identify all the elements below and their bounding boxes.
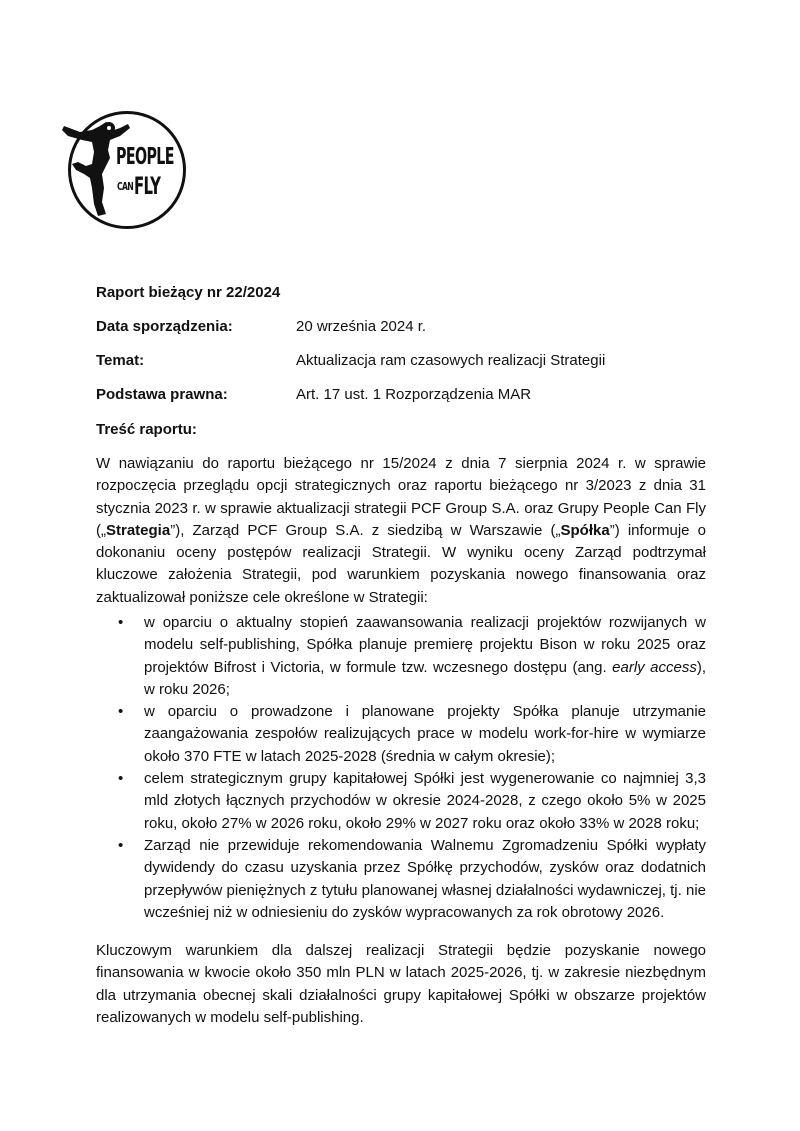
bullet-icon: • — [118, 703, 124, 721]
meta-value: Art. 17 ust. 1 Rozporządzenia MAR — [296, 386, 532, 403]
intro-paragraph — [96, 453, 706, 609]
list-item-text: celem strategicznym grupy kapitałowej Spółki jest wygenerowanie co najmniej 3,3 mld złotych łącznych przychodów w okresie 2024-2028, z czego około 5% w 2025 roku, około 27% w 2026 roku, około 29% w 2027 roku oraz około 33% w 2028 roku; — [144, 770, 706, 832]
meta-label: Temat: — [96, 352, 145, 369]
report-title: Raport bieżący nr 22/2024 — [96, 284, 281, 301]
list-item-italic: early access — [612, 658, 697, 676]
logo-text-fly: FLY — [134, 172, 161, 200]
meta-value: 20 września 2024 r. — [296, 318, 427, 335]
list-item — [96, 701, 706, 768]
list-item — [96, 835, 706, 924]
logo-text-people: PEOPLE — [116, 144, 174, 170]
bullet-icon: • — [118, 770, 124, 788]
closing-paragraph: Kluczowym warunkiem dla dalszej realizacji Strategii będzie pozyskanie nowego finansowania w kwocie około 350 mln PLN w latach 2025-2026, tj. w zakresie niezbędnym dla utrzymania obecnej skali działalności grupy kapitałowej Spółki w obszarze projektów realizowanych w modelu self-publishing. — [96, 942, 706, 1026]
people-can-fly-logo — [62, 106, 194, 226]
intro-text: ”), Zarząd PCF Group S.A. z siedzibą w Warszawie („ — [170, 521, 561, 539]
list-item — [96, 768, 706, 835]
list-item-text: ), w roku 2026; — [144, 658, 706, 698]
defined-term-spolka: Spółka — [560, 521, 610, 539]
meta-label: Data sporządzenia: — [96, 318, 233, 335]
meta-label: Podstawa prawna: — [96, 386, 228, 403]
strategy-goals-list — [96, 612, 706, 924]
list-item-text: w oparciu o prowadzone i planowane projekty Spółka planuje utrzymanie zaangażowania zespołów realizujących prace w modelu work-for-hire w wymiarze około 370 FTE w latach 2025-2028 (średnia w całym okresie); — [144, 703, 706, 765]
list-item-text: w oparciu o aktualny stopień zaawansowania realizacji projektów rozwijanych w modelu self-publishing, Spółka planuje premierę projektu Bison w roku 2025 oraz projektów Bifrost i Victoria, w formule tzw. wczesnego dostępu (ang. — [144, 614, 706, 676]
content-heading: Treść raportu: — [96, 421, 197, 438]
meta-value: Aktualizacja ram czasowych realizacji Strategii — [296, 352, 606, 369]
intro-text: ”) informuje o dokonaniu oceny postępów realizacji Strategii. W wyniku oceny Zarząd podtrzymał kluczowe założenia Strategii, pod warunkiem pozyskania nowego finansowania oraz zaktualizował poniższe cele określone w Strategii: — [96, 521, 707, 606]
list-item-text: Zarząd nie przewiduje rekomendowania Walnemu Zgromadzeniu Spółki wypłaty dywidendy do czasu uzyskania przez Spółkę przychodów, zysków oraz dodatnich przepływów pieniężnych z tytułu planowanej własnej działalności wydawniczej, tj. nie wcześniej niż w odniesieniu do zysków wypracowanych za rok obrotowy 2026. — [144, 836, 706, 921]
list-item — [96, 612, 706, 701]
bullet-icon: • — [118, 836, 124, 854]
defined-term-strategia: Strategia — [106, 521, 171, 539]
bullet-icon: • — [118, 614, 124, 631]
logo-text-can: CAN — [117, 180, 133, 193]
intro-text: W nawiązaniu do raportu bieżącego nr 15/2024 z dnia 7 sierpnia 2024 r. w sprawie rozpoczęcia przeglądu opcji strategicznych oraz raportu bieżącego nr 3/2023 z dnia 31 stycznia 2023 r. w sprawie aktualizacji strategii PCF Group S.A. oraz Grupy People Can Fly („ — [96, 455, 706, 539]
